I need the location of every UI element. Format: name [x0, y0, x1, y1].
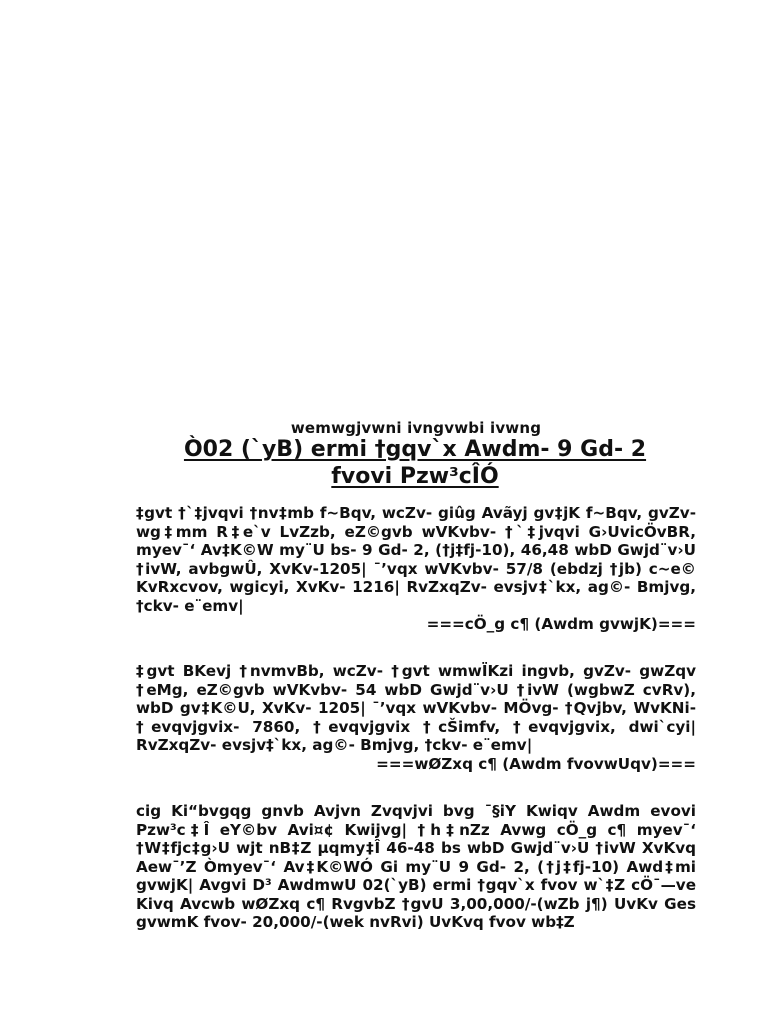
paragraph-text: cig Ki“bvgqg gnvb Avjvn Zvqvjvi bvg ¯§iY Kwiqv Awdm evovi Pzw³c‡Î eY©bv Avi¤¢ Kwijvg| †h‡nZz Avwg cÖ_g c¶ myev¯‘ †W‡fjc‡g›U wjt nB‡Z µqmy‡Î 46-48 bs wbD Gwjd¨v›U †ivW XvKvq Aew¯’Z Òmyev¯‘ Av‡K©WÓ Gi my¨U 9 Gd- 2, (†j‡fj-10) Awd‡mi gvwjK| Avgvi D³ AwdmwU 02(`yB) ermi †gqv`x fvov w`‡Z cÖ¯—ve Kivq Avcwb wØZxq c¶ RvgvbZ †gvU 3,00,000/-(wZb j¶) UvKv Ges gvwmK fvov- 20,000/-(wek nvRvi) UvKvq fvov wb‡Z — [136, 802, 696, 931]
document-title — [130, 436, 700, 490]
paragraph-text: ‡gvt BKevj †nvmvBb, wcZv- †gvt wmwÏKzi ingvb, gvZv- gwZqv †eMg, eZ©gvb wVKvbv- 54 wbD Gwjd¨v›U †ivW (wgbwZ cvRv), wbD gv‡K©U, XvKv- 1205| ¯’vqx wVKvbv- MÖvg- †Qvjbv, WvKNi- †evqvjgvix- 7860, †evqvjgvix †cŠimfv, †evqvjgvix, dwi`cyi| RvZxqZv- evsjv‡`kx, ag©- Bmjvg, †ckv- e¨emv| — [136, 662, 696, 754]
paragraph-text: ‡gvt †`‡jvqvi †nv‡mb f~Bqv, wcZv- giûg Avãyj gv‡jK f~Bqv, gvZv- wg‡mm R‡e`v LvZzb, eZ©gvb wVKvbv- †`‡jvqvi G›UvicÖvBR, myev¯‘ Av‡K©W my¨U bs- 9 Gd- 2, (†j‡fj-10), 46,48 wbD Gwjd¨v›U †ivW, avbgwÛ, XvKv-1205| ¯’vqx wVKvbv- 57/8 (ebdzj †jb) c~e© KvRxcvov, wgicyi, XvKv- 1216| RvZxqZv- evsjv‡`kx, ag©- Bmjvg, †ckv- e¨emv| — [136, 504, 696, 615]
paragraph-first-party — [136, 504, 696, 634]
second-party-signature: ===wØZxq c¶ (Awdm fvovwUqv)=== — [376, 754, 696, 773]
document-heading: wemwgjvwni ivngvwbi ivwng — [290, 419, 542, 437]
paragraph-agreement — [136, 802, 696, 932]
first-party-signature: ===cÖ_g c¶ (Awdm gvwjK)=== — [426, 615, 696, 633]
title-line-2: fvovi Pzw³cÎÓ — [331, 464, 499, 489]
paragraph-second-party — [136, 662, 696, 773]
title-line-1: Ò02 (`yB) ermi †gqv`x Awdm- 9 Gd- 2 — [183, 437, 647, 462]
